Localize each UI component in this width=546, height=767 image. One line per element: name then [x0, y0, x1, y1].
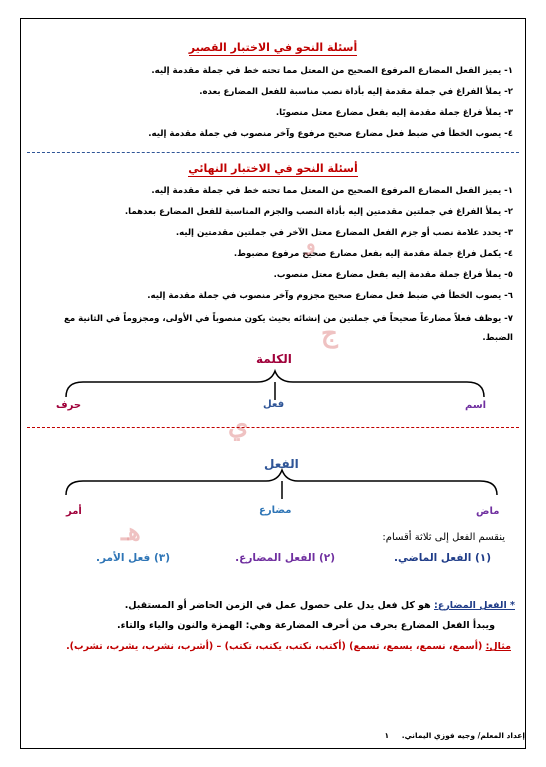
- short-test-q4: ٤- يصوب الخطأ في ضبط فعل مضارع صحيح مرفوع وآخر منصوب في جملة مقدمة إليه.: [148, 129, 513, 139]
- decoration-letter: ي: [228, 411, 249, 441]
- definition-term: * الفعل المضارع:: [434, 600, 515, 611]
- final-test-title: أسئلة النحو في الاختبار النهائي: [188, 162, 358, 175]
- footer: [265, 731, 525, 740]
- page-number: ١: [384, 731, 390, 740]
- final-test-q7: ٧- يوظف فعلاً مضارعاً صحيحاً في جملتين من إنشائه بحيث يكون منصوباً في الأولى، ومجزوماً في الثانية مع الضبط.: [63, 314, 513, 343]
- final-test-q6: ٦- يصوب الخطأ في ضبط فعل مضارع صحيح مجزوم وآخر منصوب في جملة مقدمة إليه.: [147, 291, 513, 301]
- word-tree-root: الكلمة: [256, 352, 292, 366]
- final-test-q4: ٤- يكمل فراغ جملة مقدمة إليه بفعل مضارع صحيح مرفوع مضبوط.: [233, 249, 513, 259]
- example-line: [66, 641, 511, 652]
- definition-text: هو كل فعل يدل على حصول عمل في الزمن الحاضر أو المستقبل.: [124, 600, 435, 611]
- final-test-q2: ٢- يملأ الفراغ في جملتين مقدمتين إليه بأداة النصب والجزم المناسبة للفعل المضارع بعدهما.: [124, 207, 513, 217]
- present-start-line: ويبدأ الفعل المضارع بحرف من أحرف المضارعة وهي: الهمزة والنون والياء والتاء.: [117, 620, 495, 631]
- category-imperative: (٣) فعل الأمر.: [96, 552, 170, 564]
- decoration-letter: هـ: [121, 517, 141, 546]
- category-past: (١) الفعل الماضي.: [393, 552, 491, 564]
- short-test-q3: ٣- يملأ فراغ جملة مقدمة إليه بفعل مضارع معتل منصوبًا.: [275, 108, 513, 118]
- verb-tree-present: مضارع: [259, 505, 292, 516]
- verb-tree-root: الفعل: [264, 457, 299, 471]
- final-test-q1: ١- يميز الفعل المضارع المرفوع الصحيح من المعتل مما تحته خط في جملة مقدمة إليه.: [151, 186, 513, 196]
- short-test-q1: ١- يميز الفعل المضارع المرفوع الصحيح من المعتل مما تحته خط في جملة مقدمة إليه.: [151, 66, 513, 76]
- final-test-q5: ٥- يملأ فراغ جملة مقدمة إليه بفعل مضارع معتل منصوب.: [273, 270, 513, 280]
- decoration-letter: ج: [321, 319, 338, 349]
- example-label: مثال:: [485, 641, 511, 652]
- verb-tree-imperative: أمر: [66, 506, 82, 517]
- worksheet-page: [20, 18, 526, 749]
- verb-tree-past: ماض: [476, 506, 500, 517]
- word-tree-letter: حرف: [56, 400, 82, 411]
- decoration-letter: و: [306, 231, 316, 255]
- short-test-title: أسئلة النحو في الاختبار القصير: [188, 41, 358, 54]
- footer-author: إعداد المعلم/ وجيه فوزي اليماني.: [401, 731, 525, 740]
- example-text: (أسمع، نسمع، يسمع، تسمع) (أكتب، نكتب، يكتب، تكتب) – (أشرب، نشرب، يشرب، تشرب).: [66, 641, 486, 652]
- short-test-q2: ٢- يملأ الفراغ في جملة مقدمة إليه بأداة نصب مناسبة للفعل المضارع بعده.: [199, 87, 513, 97]
- division-text: ينقسم الفعل إلى ثلاثة أقسام:: [382, 532, 505, 543]
- final-test-q3: ٣- يحدد علامة نصب أو جزم الفعل المضارع معتل الآخر في جملتين مقدمتين إليه.: [175, 228, 513, 238]
- definition-line: [125, 600, 515, 611]
- word-tree-noun: اسم: [465, 400, 487, 411]
- category-present: (٢) الفعل المضارع.: [235, 552, 335, 564]
- section-divider: [27, 427, 519, 428]
- word-tree-verb: فعل: [263, 399, 285, 410]
